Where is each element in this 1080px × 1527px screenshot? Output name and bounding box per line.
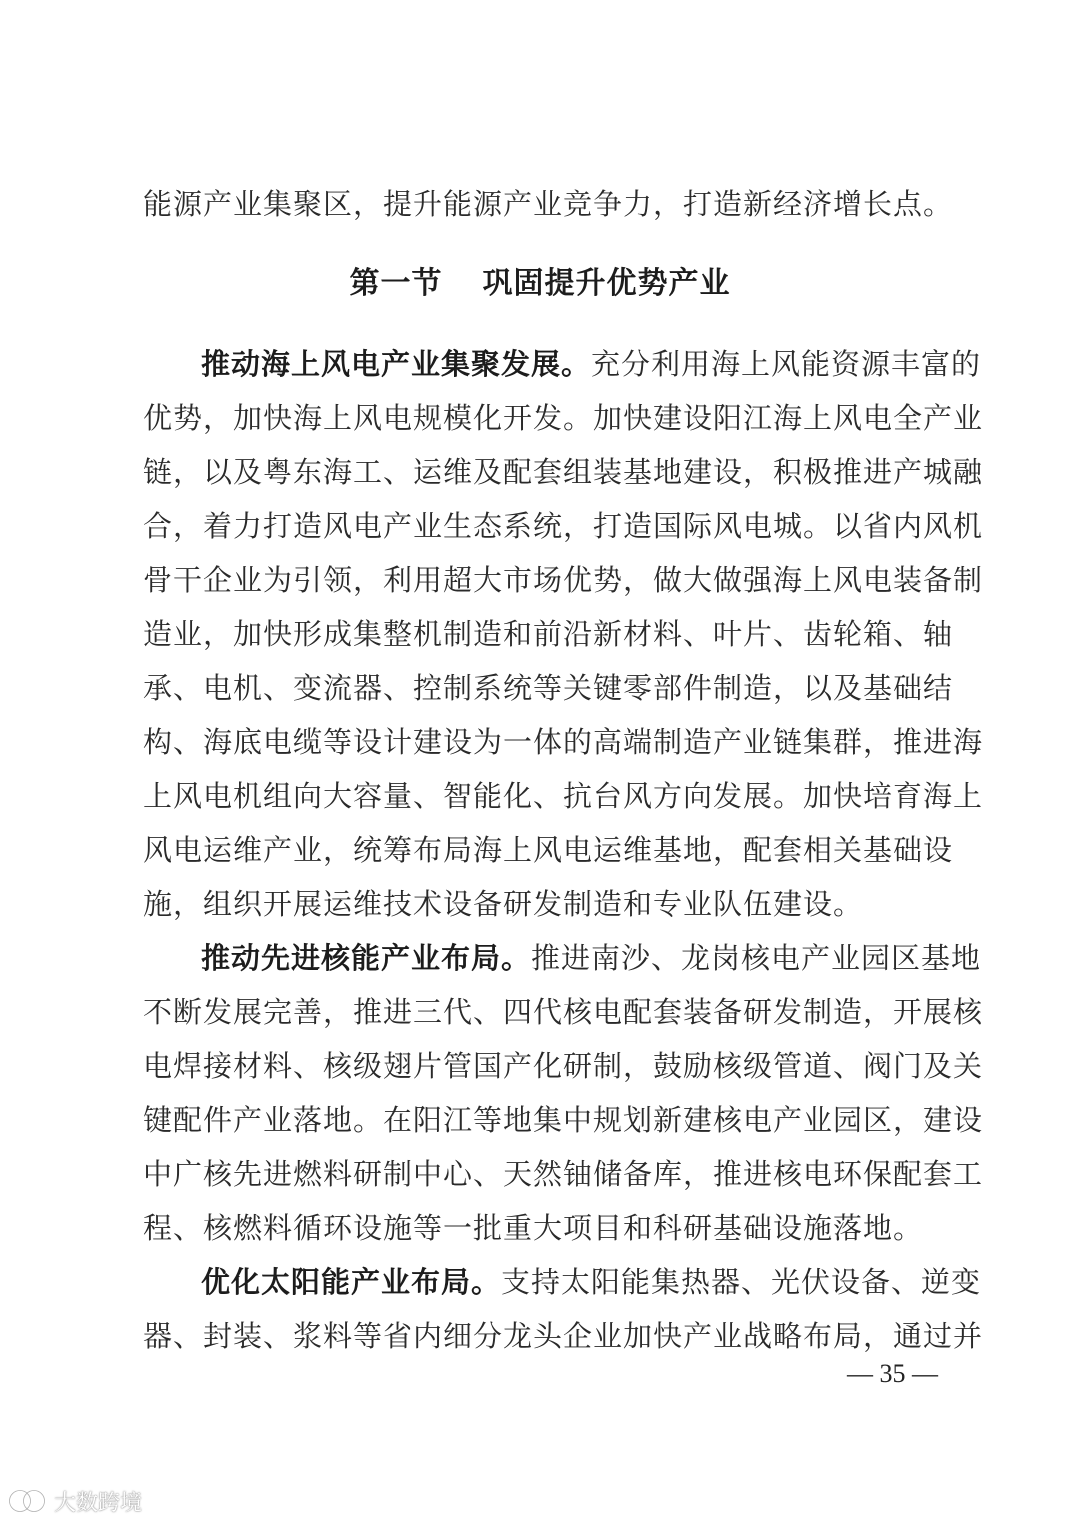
watermark-logo-icon xyxy=(8,1488,48,1514)
intro-line: 能源产业集聚区，提升能源产业竞争力，打造新经济增长点。 xyxy=(143,187,954,221)
paragraph-line: 器、封装、浆料等省内细分龙头企业加快产业战略布局，通过并 xyxy=(143,1319,984,1353)
paragraph-line: 不断发展完善，推进三代、四代核电配套装备研发制造，开展核 xyxy=(143,995,984,1029)
paragraph-line: 构、海底电缆等设计建设为一体的高端制造产业链集群，推进海 xyxy=(143,725,984,759)
paragraph-line: 链，以及粤东海工、运维及配套组装基地建设，积极推进产城融 xyxy=(143,455,984,489)
paragraph-lead: 推动海上风电产业集聚发展。 xyxy=(201,347,592,381)
paragraph-line: 优势，加快海上风电规模化开发。加快建设阳江海上风电全产业 xyxy=(143,401,984,435)
paragraph-line: 中广核先进燃料研制中心、天然铀储备库，推进核电环保配套工 xyxy=(143,1157,984,1191)
paragraph-line: 合，着力打造风电产业生态系统，打造国际风电城。以省内风机 xyxy=(143,509,984,543)
paragraph-line: 优化太阳能产业布局。支持太阳能集热器、光伏设备、逆变 xyxy=(201,1265,982,1299)
paragraph-line: 造业，加快形成集整机制造和前沿新材料、叶片、齿轮箱、轴 xyxy=(143,617,954,651)
paragraph-line: 电焊接材料、核级翅片管国产化研制，鼓励核级管道、阀门及关 xyxy=(143,1049,984,1083)
paragraph-line: 骨干企业为引领，利用超大市场优势，做大做强海上风电装备制 xyxy=(143,563,984,597)
watermark-text: 大数跨境 xyxy=(54,1490,143,1516)
paragraph-line: 推动先进核能产业布局。推进南沙、龙岗核电产业园区基地 xyxy=(201,941,982,975)
paragraph-line: 上风电机组向大容量、智能化、抗台风方向发展。加快培育海上 xyxy=(143,779,984,813)
paragraph-line: 风电运维产业，统筹布局海上风电运维基地，配套相关基础设 xyxy=(143,833,954,867)
paragraph-line: 键配件产业落地。在阳江等地集中规划新建核电产业园区，建设 xyxy=(143,1103,984,1137)
paragraph-lead: 优化太阳能产业布局。 xyxy=(201,1265,502,1299)
paragraph-lead: 推动先进核能产业布局。 xyxy=(201,941,532,975)
paragraph-line: 推动海上风电产业集聚发展。充分利用海上风能资源丰富的 xyxy=(201,347,982,381)
paragraph-line: 程、核燃料循环设施等一批重大项目和科研基础设施落地。 xyxy=(143,1211,924,1245)
section-number: 第一节 xyxy=(349,266,443,301)
page-number: — 35 — xyxy=(847,1359,938,1388)
paragraph-line: 施，组织开展运维技术设备研发制造和专业队伍建设。 xyxy=(143,887,864,921)
section-name: 巩固提升优势产业 xyxy=(482,266,731,301)
section-heading xyxy=(0,264,1080,304)
paragraph-line: 承、电机、变流器、控制系统等关键零部件制造，以及基础结 xyxy=(143,671,954,705)
watermark xyxy=(8,1484,142,1518)
